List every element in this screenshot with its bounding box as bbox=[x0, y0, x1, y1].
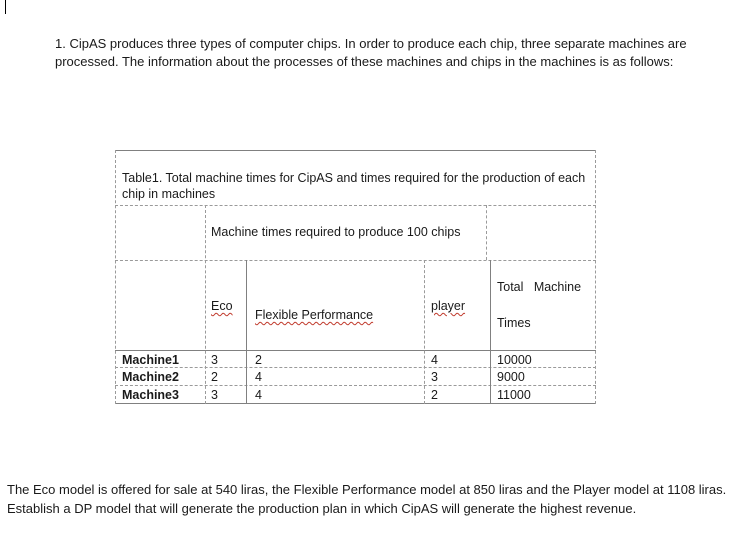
table-caption: Table1. Total machine times for CipAS and times required for the production of each chip in machines bbox=[122, 171, 586, 201]
col-header-eco: Eco bbox=[211, 299, 233, 313]
cell-machine3-eco: 3 bbox=[211, 388, 218, 402]
table-subheader: Machine times required to produce 100 chips bbox=[211, 225, 461, 239]
row-label-machine2: Machine2 bbox=[122, 370, 179, 384]
col-header-total-line1: Total Machine bbox=[497, 280, 582, 294]
cell-machine1-total: 10000 bbox=[497, 353, 532, 367]
col-header-total-line2: Times bbox=[497, 316, 531, 330]
cell-machine3-player: 2 bbox=[431, 388, 438, 402]
cell-machine2-player: 3 bbox=[431, 370, 438, 384]
cell-machine1-player: 4 bbox=[431, 353, 438, 367]
text-cursor bbox=[5, 0, 6, 14]
machine-times-table bbox=[115, 150, 596, 404]
cell-machine2-eco: 2 bbox=[211, 370, 218, 384]
cell-machine1-eco: 3 bbox=[211, 353, 218, 367]
cell-machine2-flexible: 4 bbox=[255, 370, 262, 384]
col-header-flexible: Flexible Performance bbox=[255, 308, 374, 322]
cell-machine3-total: 11000 bbox=[497, 388, 531, 402]
col-header-player: player bbox=[431, 299, 466, 313]
row-label-machine3: Machine3 bbox=[122, 388, 179, 402]
problem-intro: 1. CipAS produces three types of computer chips. In order to produce each chip, three separate machines are processed. The information about the processes of these machines and chips in the machines is as follows: bbox=[55, 36, 687, 69]
problem-question: The Eco model is offered for sale at 540 liras, the Flexible Performance model at 850 liras and the Player model at 1108 liras. Establish a DP model that will generate the production plan in which CipAS will generate the highest revenue. bbox=[7, 482, 727, 516]
row-label-machine1: Machine1 bbox=[122, 353, 179, 367]
cell-machine2-total: 9000 bbox=[497, 370, 525, 384]
cell-machine1-flexible: 2 bbox=[255, 353, 262, 367]
cell-machine3-flexible: 4 bbox=[255, 388, 262, 402]
